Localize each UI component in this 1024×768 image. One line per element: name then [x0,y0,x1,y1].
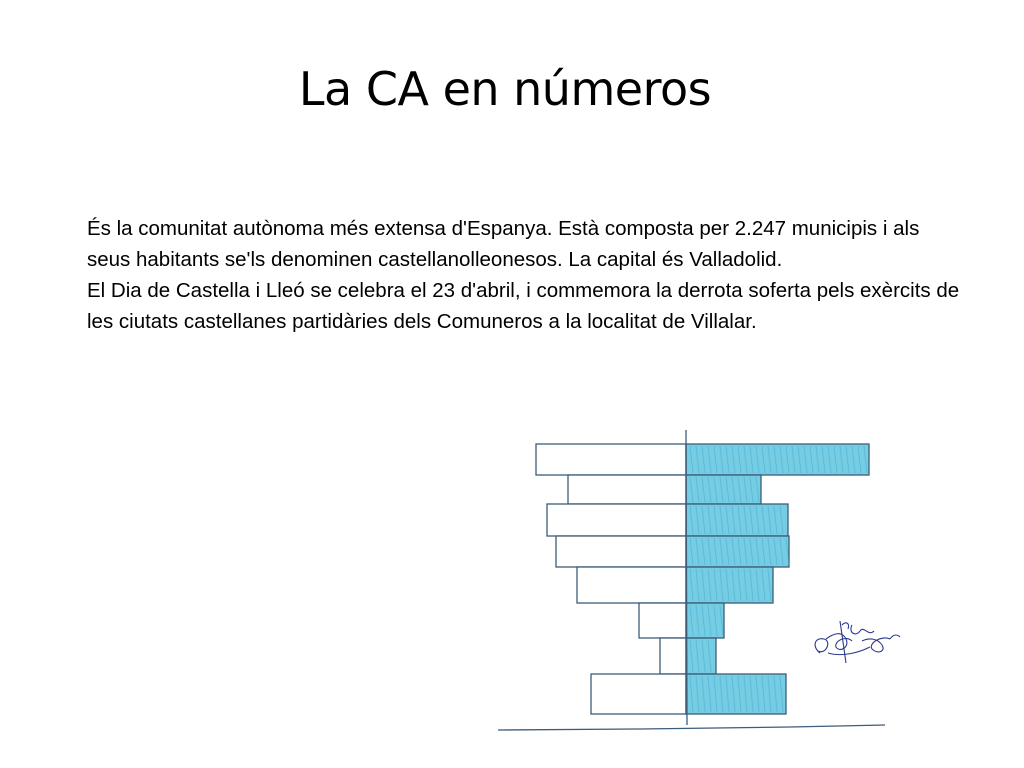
pyramid-bar-right [686,504,788,536]
pyramid-bar-right [686,536,789,567]
pyramid-baseline [498,725,885,730]
pyramid-bar-left [639,603,686,638]
pyramid-bar-left [536,444,686,475]
pyramid-bar-left [660,638,686,674]
paragraph-community-facts: És la comunitat autònoma més extensa d'Espanya. Està composta per 2.247 municipis i als seus habitants se'ls denominen castellanolleonesos. La capital és Valladolid. [87,217,920,271]
slide-body [87,213,967,337]
pyramid-bar-left [547,504,686,536]
signature [815,621,900,663]
pyramid-bars [536,444,869,714]
slide-title: La CA en números [298,62,712,116]
pyramid-bar-left [568,475,686,504]
pyramid-bar-left [577,567,686,603]
pyramid-bar-left [591,674,686,714]
population-pyramid-drawing [490,425,910,745]
paragraph-castile-day: El Dia de Castella i Lleó se celebra el 23 d'abril, i commemora la derrota soferta pels exèrcits de les ciutats castellanes partidàries dels Comuneros a la localitat de Villalar. [87,279,960,333]
pyramid-bar-left [556,536,686,567]
